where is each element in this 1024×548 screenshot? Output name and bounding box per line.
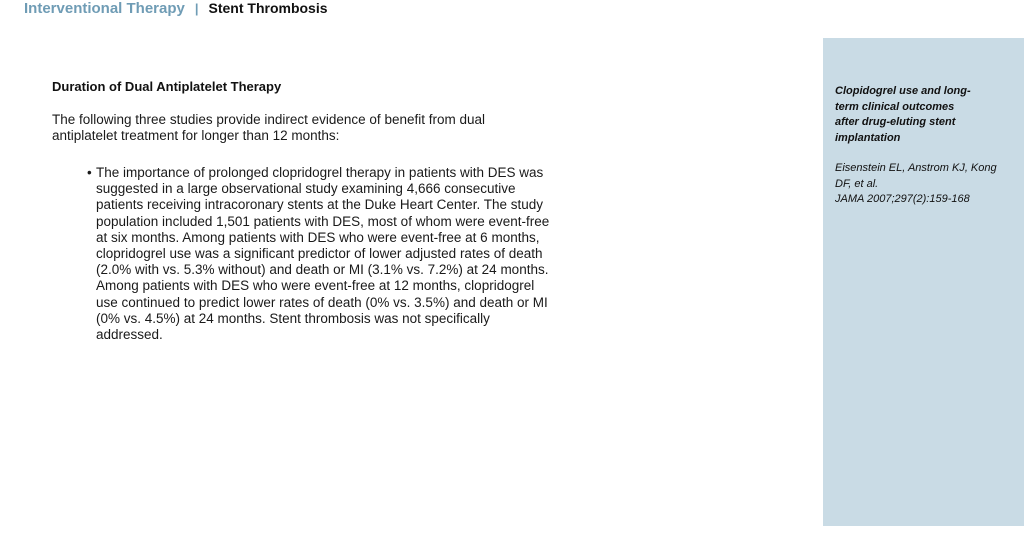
main-content (52, 79, 572, 343)
header-section-title: Interventional Therapy (24, 0, 185, 17)
bullet-text: The importance of prolonged clopridogrel therapy in patients with DES was suggested in a large observational study examining 4,666 consecutive patients receiving intracoronary stents at the Duke Heart Center. The study population included 1,501 patients with DES, most of whom were event-free at six months. Among patients with DES who were event-free at 6 months, clopridogrel use was a significant predictor of lower adjusted rates of death (2.0% with vs. 5.3% without) and death or MI (3.1% vs. 7.2%) at 24 months. Among patients with DES who were event-free at 12 months, clopridogrel use continued to predict lower rates of death (0% vs. 3.5%) and death or MI (0% vs. 4.5%) at 24 months. Stent thrombosis was not specifically addressed. (96, 165, 550, 343)
citation-authors: Eisenstein EL, Anstrom KJ, Kong DF, et al. (835, 162, 997, 190)
reference-sidebar (823, 38, 1024, 526)
bullet-dot-icon: • (87, 165, 92, 180)
citation-title: Clopidogrel use and long-term clinical outcomes after drug-eluting stent implantation (835, 85, 971, 144)
intro-paragraph: The following three studies provide indirect evidence of benefit from dual antiplatelet treatment for longer than 12 months: (52, 112, 485, 143)
bullet-item (52, 165, 558, 343)
bullet-list (52, 165, 572, 343)
header-separator: | (194, 1, 199, 16)
citation-journal: JAMA 2007;297(2):159-168 (835, 193, 970, 205)
citation-block (835, 84, 1011, 208)
slide-header (24, 0, 328, 20)
header-topic-title: Stent Thrombosis (208, 0, 328, 16)
citation-details (835, 161, 1011, 208)
slide-title: Duration of Dual Antiplatelet Therapy (52, 79, 282, 94)
